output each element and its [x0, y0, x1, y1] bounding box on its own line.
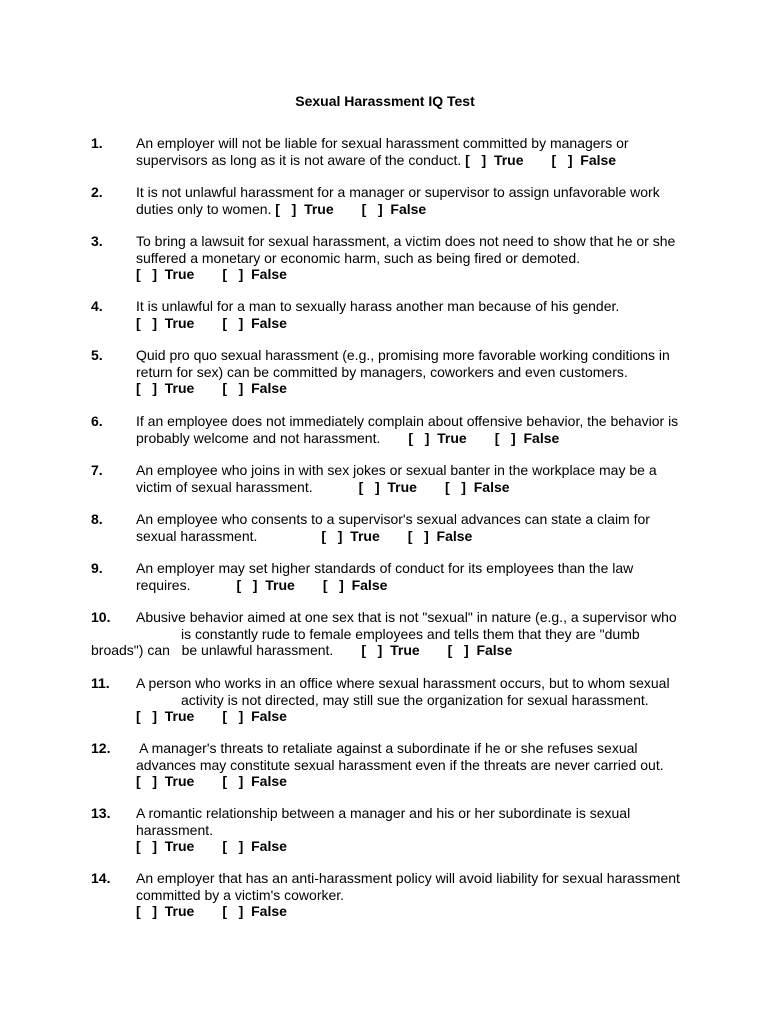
- answer-true[interactable]: [ ] True: [136, 838, 195, 854]
- question-line: An employee who joins in with sex jokes or sexual banter in the workplace may be a: [136, 462, 657, 478]
- question-text: [136, 298, 681, 331]
- answer-false[interactable]: [ ] False: [222, 708, 287, 724]
- question-text: [136, 560, 681, 593]
- answer-true[interactable]: [ ] True: [465, 151, 524, 168]
- answer-true[interactable]: [ ] True: [408, 429, 467, 446]
- question-text: [136, 233, 681, 283]
- question-line: Abusive behavior aimed at one sex that is not "sexual" in nature (e.g., a supervisor who: [136, 609, 677, 625]
- question-number: 5.: [91, 347, 103, 363]
- question-number: 7.: [91, 462, 103, 478]
- question-text: [136, 462, 681, 495]
- question-line: broads") can be unlawful harassment.: [91, 642, 334, 658]
- question-number: 3.: [91, 233, 103, 249]
- question-line: advances may constitute sexual harassment even if the threats are never carried out.: [136, 756, 664, 773]
- question-line: It is unlawful for a man to sexually harass another man because of his gender.: [136, 298, 620, 314]
- question-line: probably welcome and not harassment.: [136, 429, 381, 446]
- question-number: 9.: [91, 560, 103, 576]
- question-text: [136, 805, 681, 855]
- question-line: duties only to women.: [136, 200, 272, 217]
- answer-true[interactable]: [ ] True: [136, 773, 195, 789]
- question-text: [136, 347, 681, 397]
- question-line: An employer may set higher standards of conduct for its employees than the law: [136, 560, 634, 576]
- answer-false[interactable]: [ ] False: [222, 903, 287, 919]
- question-text-wrap: [91, 642, 512, 659]
- question-line: harassment.: [136, 821, 214, 838]
- answer-false[interactable]: [ ] False: [551, 151, 617, 168]
- question-line: victim of sexual harassment.: [136, 478, 313, 495]
- question-number: 13.: [91, 805, 111, 821]
- question-text: [136, 413, 681, 446]
- answer-true[interactable]: [ ] True: [321, 527, 380, 544]
- question-line: It is not unlawful harassment for a manager or supervisor to assign unfavorable work: [136, 184, 660, 200]
- answer-true[interactable]: [ ] True: [136, 266, 195, 282]
- answer-false[interactable]: [ ] False: [407, 527, 473, 544]
- question-text: [136, 675, 681, 725]
- question-line: suffered a monetary or economic harm, such as being fired or demoted.: [136, 249, 581, 266]
- answer-false[interactable]: [ ] False: [222, 838, 287, 854]
- answer-false[interactable]: [ ] False: [322, 576, 388, 593]
- question-line: An employer will not be liable for sexual harassment committed by managers or: [136, 135, 629, 151]
- question-number: 12.: [91, 740, 111, 756]
- answer-false[interactable]: [ ] False: [222, 380, 287, 396]
- answer-false[interactable]: [ ] False: [494, 429, 560, 446]
- answer-false[interactable]: [ ] False: [222, 773, 287, 789]
- question-line: is constantly rude to female employees and tells them that they are "dumb: [181, 625, 640, 642]
- question-number: 2.: [91, 184, 103, 200]
- question-line: If an employee does not immediately complain about offensive behavior, the behavior is: [136, 413, 679, 429]
- question-line: return for sex) can be committed by managers, coworkers and even customers.: [136, 363, 628, 380]
- question-line: committed by a victim's coworker.: [136, 886, 345, 903]
- question-line: A romantic relationship between a manager and his or her subordinate is sexual: [136, 805, 631, 821]
- question-text: [136, 184, 681, 217]
- answer-false[interactable]: [ ] False: [222, 266, 287, 282]
- answer-false[interactable]: [ ] False: [447, 642, 513, 658]
- answer-true[interactable]: [ ] True: [136, 708, 195, 724]
- document-title: Sexual Harassment IQ Test: [295, 93, 475, 109]
- answer-true[interactable]: [ ] True: [275, 200, 334, 217]
- question-text: [136, 609, 681, 642]
- question-number: 11.: [91, 675, 110, 691]
- question-text: [136, 740, 681, 790]
- question-number: 8.: [91, 511, 103, 527]
- question-number: 14.: [91, 870, 111, 886]
- answer-false[interactable]: [ ] False: [222, 314, 287, 331]
- question-line: Quid pro quo sexual harassment (e.g., promising more favorable working conditions in: [136, 347, 670, 363]
- question-line: To bring a lawsuit for sexual harassment, a victim does not need to show that he or she: [136, 233, 676, 249]
- answer-true[interactable]: [ ] True: [136, 380, 195, 396]
- question-text: [136, 511, 681, 544]
- answer-true[interactable]: [ ] True: [361, 642, 420, 658]
- question-text: [136, 135, 681, 168]
- question-number: 10.: [91, 609, 111, 625]
- question-line: A manager's threats to retaliate against a subordinate if he or she refuses sexual: [136, 740, 638, 756]
- answer-true[interactable]: [ ] True: [358, 478, 417, 495]
- question-line: An employer that has an anti-harassment policy will avoid liability for sexual harassment: [136, 870, 680, 886]
- answer-false[interactable]: [ ] False: [444, 478, 510, 495]
- answer-true[interactable]: [ ] True: [136, 903, 195, 919]
- question-line: An employee who consents to a supervisor's sexual advances can state a claim for: [136, 511, 650, 527]
- question-number: 6.: [91, 413, 103, 429]
- question-line: activity is not directed, may still sue the organization for sexual harassment.: [181, 691, 649, 708]
- answer-true[interactable]: [ ] True: [236, 576, 295, 593]
- question-line: requires.: [136, 576, 191, 593]
- question-line: A person who works in an office where sexual harassment occurs, but to whom sexual: [136, 675, 670, 691]
- answer-true[interactable]: [ ] True: [136, 314, 195, 331]
- question-number: 4.: [91, 298, 103, 314]
- question-line: sexual harassment.: [136, 527, 258, 544]
- answer-false[interactable]: [ ] False: [361, 200, 427, 217]
- question-line: supervisors as long as it is not aware of the conduct.: [136, 151, 462, 168]
- question-number: 1.: [91, 135, 103, 151]
- question-text: [136, 870, 681, 920]
